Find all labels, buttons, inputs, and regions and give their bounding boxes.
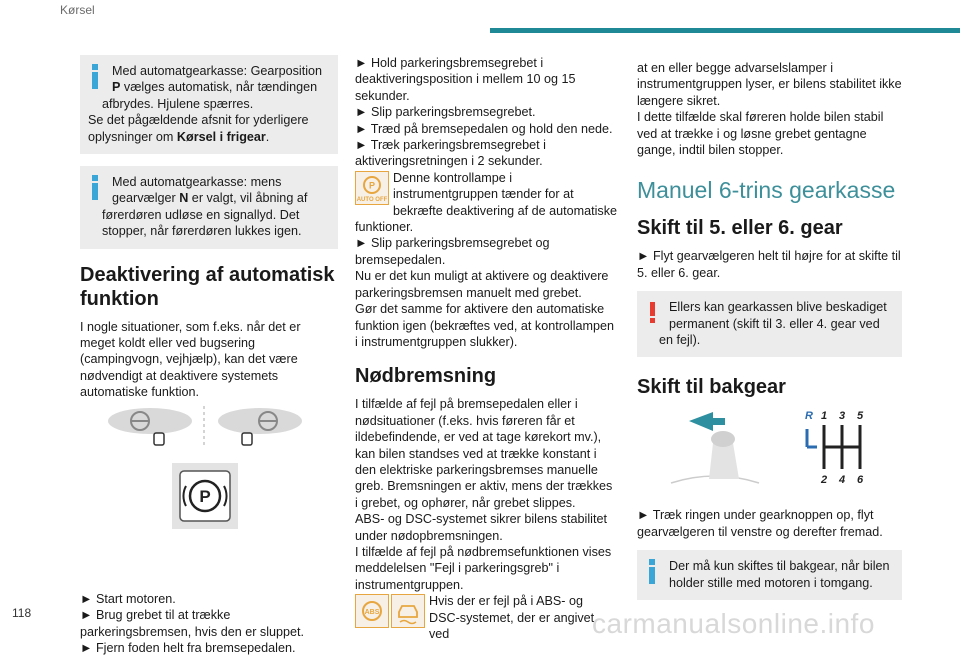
column-left [80, 55, 338, 656]
note-text: vælges automatisk, når tændingen afbrydes. Hjulene spærres. [102, 80, 318, 111]
note-text: Se det pågældende afsnit for yderligere oplysninger om [88, 113, 309, 144]
svg-text:6: 6 [857, 474, 864, 487]
gear-shift-diagram [637, 407, 902, 507]
section-heading: Deaktivering af automatisk funktion [80, 263, 335, 310]
step-line: ► Slip parkeringsbremsegrebet. [355, 105, 536, 120]
auto-off-lamp-row [355, 170, 617, 236]
parking-brake-diagram [80, 401, 338, 591]
info-icon [88, 63, 106, 95]
header-accent-bar [490, 28, 960, 33]
step-line: ► Træd på bremsepedalen og hold den nede. [355, 121, 613, 136]
abs-dsc-warning-icons [355, 594, 425, 628]
note-text: er valgt, vil åbning af førerdøren udløse en signallyd. Det stopper, når førerdøren lukkes igen. [102, 191, 308, 239]
warning-text: Ellers kan gearkassen blive beskadiget permanent (skift til 3. eller 4. gear ved en fejl). [659, 300, 887, 348]
step-line: ► Brug grebet til at trække parkeringsbremsen, hvis den er sluppet. [80, 608, 305, 639]
lamp-description: Denne kontrollampe i instrumentgruppen tænder for at bekræfte deaktivering af de automatiske funktioner. [355, 170, 618, 235]
step-line: ► Slip parkeringsbremsegrebet og bremsepedalen. [355, 236, 550, 267]
step-line: ► Start motoren. [80, 591, 176, 606]
paragraph: I tilfælde af fejl på bremsepedalen eller i nødsituationer (f.eks. hvis føreren får et ildebefindende, er ved at tage kørekort mv.), kan bilen standses ved at trække konstant i den elektriske parkeringsbremses manuelle greb. Bremsningen er aktiv, mens der trækkes i grebet, og ophører, når grebet slippes. [355, 397, 613, 510]
parking-brake-illustration [80, 401, 338, 591]
svg-text:2: 2 [821, 474, 828, 487]
svg-text:4: 4 [839, 474, 846, 487]
subsection-heading: Skift til 5. eller 6. gear [637, 217, 843, 240]
paragraph: at en eller begge advarselslamper i instrumentgruppen lyser, er bilens stabilitet ikke længere sikret. [637, 61, 902, 108]
svg-text:1: 1 [821, 410, 828, 423]
watermark: carmanualsonline.info [592, 608, 875, 639]
svg-text:3: 3 [839, 410, 846, 423]
step-line: ► Hold parkeringsbremsegrebet i deaktiveringsposition i mellem 10 og 15 sekunder. [355, 56, 576, 103]
note-text: Med automatgearkasse: Gearposition [112, 64, 323, 78]
section-heading: Nødbremsning [355, 365, 497, 388]
info-note-gear-p [80, 55, 338, 154]
note-text: . [265, 129, 270, 144]
step-line: ► Træk parkeringsbremsegrebet i aktiveringsretningen i 2 sekunder. [355, 138, 546, 169]
note-bold: N [179, 191, 189, 206]
svg-text:AUTO OFF: AUTO OFF [356, 196, 388, 203]
paragraph: ABS- og DSC-systemet sikrer bilens stabilitet under nødopbremsningen. [355, 512, 607, 543]
svg-text:5: 5 [857, 410, 864, 423]
info-icon [645, 558, 663, 590]
subsection-heading: Skift til bakgear [637, 376, 786, 399]
warning-icon [645, 299, 663, 331]
page-number: 118 [12, 606, 32, 620]
info-note-gear-n [80, 166, 338, 249]
step-line: ► Flyt gearvælgeren helt til højre for at skifte til 5. eller 6. gear. [637, 249, 901, 280]
auto-off-lamp-icon [355, 171, 389, 205]
column-right [637, 60, 902, 612]
paragraph: I tilfælde af fejl på nødbremsefunktionen vises meddelelsen "Fejl i parkeringsgreb" i instrumentgruppen. [355, 544, 612, 592]
reverse-gear-illustration [637, 407, 902, 507]
warning-note [637, 291, 902, 357]
info-icon [88, 174, 106, 206]
chapter-heading: Manuel 6-trins gearkasse [637, 177, 896, 204]
note-text: Med automatgearkasse: mens gearvælger [112, 175, 282, 206]
paragraph: Nu er det kun muligt at aktivere og deaktivere parkeringsbremsen manuelt med grebet. [355, 269, 609, 300]
abs-warning-row [355, 593, 617, 642]
intro-paragraph: I nogle situationer, som f.eks. når det er meget koldt eller ved bugsering (campingvogn, vejhjælp), kan det være nødvendigt at deaktivere systemets automatiske funktion. [80, 319, 301, 400]
note-bold: P [112, 80, 121, 95]
running-header: Kørsel [60, 3, 95, 17]
svg-text:P: P [368, 180, 376, 191]
svg-text:ABS: ABS [364, 609, 380, 617]
note-bold: Kørsel i frigear [176, 129, 266, 144]
info-text: Der må kun skiftes til bakgear, når bilen holder stille med motoren i tomgang. [669, 559, 890, 590]
info-note-reverse [637, 550, 902, 600]
paragraph: I dette tilfælde skal føreren holde bilen stabil ved at trække i og løsne grebet gentagne gange, indtil bilen stopper. [637, 110, 884, 158]
svg-text:R: R [805, 410, 813, 423]
abs-text: Hvis der er fejl på i ABS- og DSC-systemet, der er angivet ved [429, 594, 595, 641]
svg-text:P: P [199, 486, 211, 506]
step-line: ► Træk ringen under gearknoppen op, flyt gearvælgeren til venstre og derefter fremad. [637, 508, 883, 539]
step-line: ► Fjern foden helt fra bremsepedalen. [80, 640, 296, 655]
column-middle [355, 55, 617, 642]
paragraph: Gør det samme for aktivere den automatiske funktion igen (bekræftes ved, at kontrollampen i instrumentgruppen slukker). [355, 302, 615, 349]
